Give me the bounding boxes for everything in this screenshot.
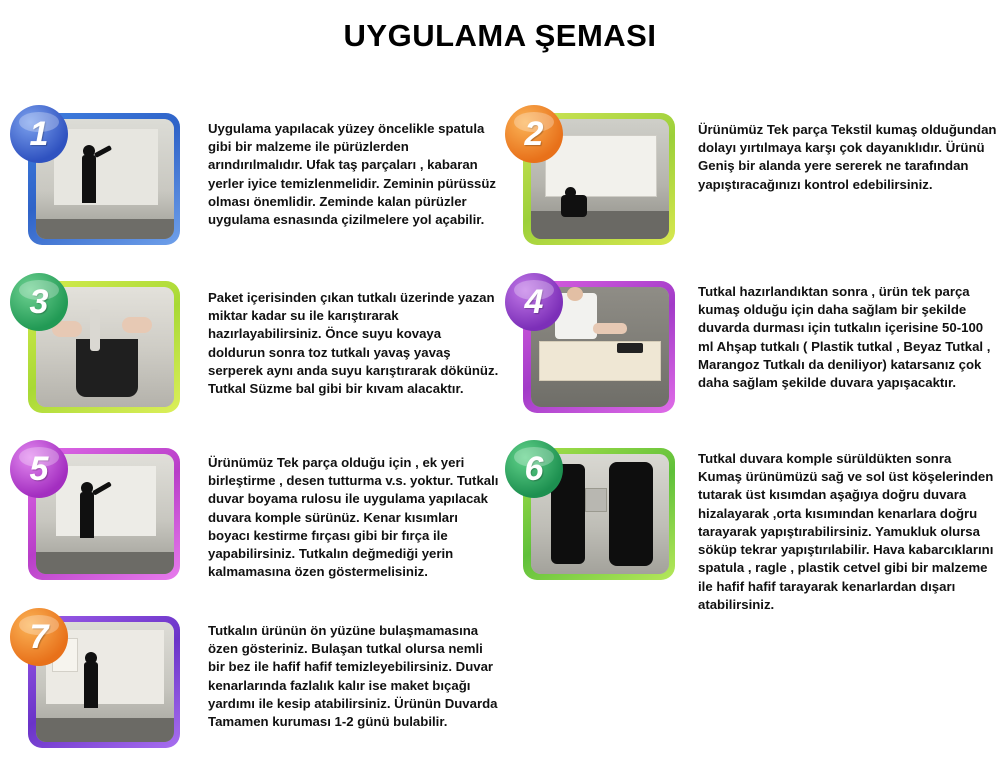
step-6-number: 6 xyxy=(524,449,544,488)
step-1-number-badge xyxy=(10,105,68,163)
step-2-number: 2 xyxy=(524,114,544,153)
step-7-number-badge xyxy=(10,608,68,666)
step-5-number-badge xyxy=(10,440,68,498)
step-1 xyxy=(10,105,497,265)
step-4-text: Tutkal hazırlandıktan sonra , ürün tek parça kumaş olduğu için daha sağlam bir şekilde duvarda durması için tutkalın içerisine 50-100 ml Ahşap tutkalı ( Plastik tutkal , Beyaz Tutkal , Marangoz Tutkalı da deniliyor) katarsanız çok daha sağlam şekilde duvara yapışacaktır. xyxy=(698,284,991,391)
step-4-number-badge xyxy=(505,273,563,331)
step-3-text: Paket içerisinden çıkan tutkalı üzerinde yazan miktar kadar su ile karıştırarak hazırlayabilirsiniz. Önce suyu kovaya doldurun sonra toz tutkalı yavaş yavaş serperek aynı anda suyu karıştırarak dökünüz. Tutkal Süzme bal gibi bir kıvam alacaktır. xyxy=(208,290,499,397)
step-4 xyxy=(505,273,995,438)
step-1-text: Uygulama yapılacak yüzey öncelikle spatula gibi bir malzeme ile pürüzlerden arındırılmalıdır. Ufak taş parçaları , kabaran yerler iyice temizlenmelidir. Zeminin pürüssüz olması önemlidir. Zeminde kalan pürüzler uygulama esnasında çizilmelere yol açabilir. xyxy=(208,121,497,228)
step-7-number: 7 xyxy=(29,617,49,656)
step-3 xyxy=(10,273,499,438)
step-7-text: Tutkalın ürünün ön yüzüne bulaşmamasına özen gösteriniz. Bulaşan tutkal olursa nemli bir bez ile hafif hafif temizleyebilirsiniz. Duvar kenarlarında fazlalık kalır ise maket bıçağı yardımı ile kesip atabilirsiniz. Ürünün Duvarda Tamamen kuruması 1-2 günü bulabilir. xyxy=(208,623,498,730)
page-title: UYGULAMA ŞEMASI xyxy=(343,18,657,53)
step-5-number: 5 xyxy=(29,449,49,488)
step-2-text: Ürünümüz Tek parça Tekstil kumaş olduğundan dolayı yırtılmaya karşı çok dayanıklıdır. Ürünü Geniş bir alanda yere sererek ne tarafından yapıştıracağınızı kontrol edebilirsiniz. xyxy=(698,122,997,192)
step-4-number: 4 xyxy=(524,282,544,321)
step-7 xyxy=(10,608,498,773)
step-5 xyxy=(10,440,499,605)
step-6-text: Tutkal duvara komple sürüldükten sonra Kumaş ürünümüzü sağ ve sol üst köşelerinden tutarak üst kısımdan aşağıya doğru duvara hizalayarak ,orta kısımından kenarlara doğru tarayarak yapıştırabilirsiniz. Yamukluk olursa söküp tekrar yapıştırılabilir. Hava kabarcıklarını spatula , ragle , plastik cetvel gibi bir malzeme ile hafif hafif tarayarak kenarlardan dışarı atabilirsiniz. xyxy=(698,451,994,612)
step-2 xyxy=(505,105,995,265)
step-2-number-badge xyxy=(505,105,563,163)
step-6-number-badge xyxy=(505,440,563,498)
step-5-text: Ürünümüz Tek parça olduğu için , ek yeri birleştirme , desen tutturma v.s. yoktur. Tutkalı duvar boyama rulosu ile uygulama yapılacak duvara komple sürünüz. Kenar kısımları boyacı kestirme fırçası gibi bir fırça ile yapabilirsiniz. Tutkalın değmediği yerin kalmamasına özen göstermelisiniz. xyxy=(208,455,499,580)
step-6 xyxy=(505,440,995,625)
step-1-number: 1 xyxy=(29,114,49,153)
step-3-number-badge xyxy=(10,273,68,331)
step-3-number: 3 xyxy=(29,282,49,321)
